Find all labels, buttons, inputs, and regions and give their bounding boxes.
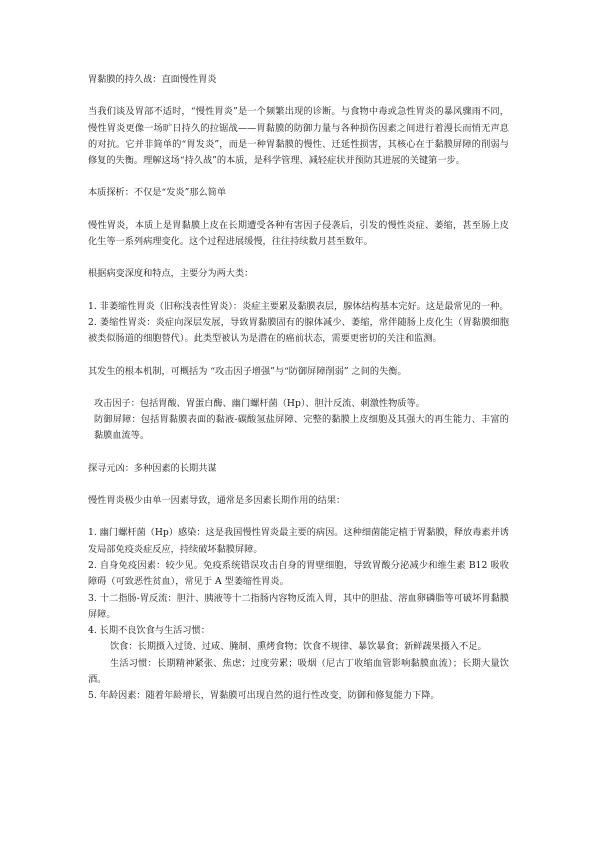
cause-item-age: 5. 年龄因素：随着年龄增长，胃黏膜可出现自然的退行性改变，防御和修复能力下降。 <box>88 690 440 702</box>
defense-barrier: 防御屏障：包括胃黏膜表面的黏液-碳酸氢盐屏障、完整的黏膜上皮细胞及其强大的再生能力、丰富的黏膜血流等。 <box>94 414 509 442</box>
document-title: 胃黏膜的持久战：直面慢性胃炎 <box>88 74 217 85</box>
attack-factors: 攻击因子：包括胃酸、胃蛋白酶、幽门螺杆菌（Hp）、胆汁反流、刺激性物质等。 <box>94 397 425 409</box>
causes-intro: 慢性胃炎极少由单一因素导致，通常是多因素长期作用的结果： <box>88 495 346 507</box>
mechanism-paragraph: 其发生的根本机制，可概括为 “攻击因子增强”与“防御屏障削弱” 之间的失衡。 <box>88 365 407 377</box>
spacer <box>88 477 509 493</box>
cause-item-autoimmune: 2. 自身免疫因素：较少见。免疫系统错误攻击自身的胃壁细胞，导致胃酸分泌减少和维生素 B12 吸收障碍（可致恶性贫血），常见于 A 型萎缩性胃炎。 <box>88 559 509 588</box>
nature-paragraph: 慢性胃炎，本质上是胃黏膜上皮在长期遭受各种有害因子侵袭后，引发的慢性炎症、萎缩，甚至肠上皮化生等一系列病理变化。这个过程进展缓慢，往往持续数月甚至数年。 <box>88 219 509 248</box>
cause-item-reflux: 3. 十二指肠-胃反流：胆汁、胰液等十二指肠内容物反流入胃，其中的胆盐、溶血卵磷脂等可破坏胃黏膜屏障。 <box>88 592 509 620</box>
spacer <box>88 445 509 461</box>
cause-item-hp: 1. 幽门螺杆菌（Hp）感染：这是我国慢性胃炎最主要的病因。这种细菌能定植于胃黏膜，释放毒素并诱发局部免疫炎症反应，持续破坏黏膜屏障。 <box>88 527 509 555</box>
spacer <box>88 202 509 218</box>
classification-intro: 根据病变深度和特点，主要分为两大类： <box>88 268 254 280</box>
section-heading-causes: 探寻元凶：多种因素的长期共谋 <box>88 462 217 474</box>
cause-item-habits: 4. 长期不良饮食与生活习惯： <box>88 625 210 637</box>
spacer <box>88 509 509 525</box>
type-item-atrophic: 2. 萎缩性胃炎：炎症向深层发展，导致胃黏膜固有的腺体减少、萎缩，常伴随肠上皮化生（胃黏膜细胞被类似肠道的细胞替代）。此类型被认为是潜在的癌前状态，需要更密切的关注和监测。 <box>88 316 509 345</box>
spacer <box>88 169 509 185</box>
habit-lifestyle: 生活习惯：长期精神紧张、焦虑；过度劳累；吸烟（尼古丁收缩血管影响黏膜血流）；长期大量饮酒。 <box>88 657 509 686</box>
spacer <box>88 348 509 364</box>
type-item-non-atrophic: 1. 非萎缩性胃炎（旧称浅表性胃炎）：炎症主要累及黏膜表层，腺体结构基本完好。这是最常见的一种。 <box>88 300 509 312</box>
spacer <box>88 380 509 396</box>
spacer <box>88 283 509 299</box>
spacer <box>88 250 509 266</box>
habit-diet: 饮食：长期摄入过烫、过咸、腌制、熏烤食物；饮食不规律、暴饮暴食；新鲜蔬果摄入不足。 <box>110 641 487 653</box>
section-heading-nature: 本质探析：不仅是“发炎”那么简单 <box>88 187 227 199</box>
intro-paragraph: 当我们谈及胃部不适时，“慢性胃炎”是一个频繁出现的诊断。与食物中毒或急性胃炎的暴风骤雨不同，慢性胃炎更像一场旷日持久的拉锯战——胃黏膜的防御力量与各种损伤因素之间进行着漫长而悄无声息的对抗。它并非简单的“胃发炎”，而是一种胃黏膜的慢性、迁延性损害，其核心在于黏膜屏障的削弱与修复的失衡。理解这场“持久战”的本质，是科学管理、减轻症状并预防其进展的关键第一步。 <box>88 106 509 167</box>
